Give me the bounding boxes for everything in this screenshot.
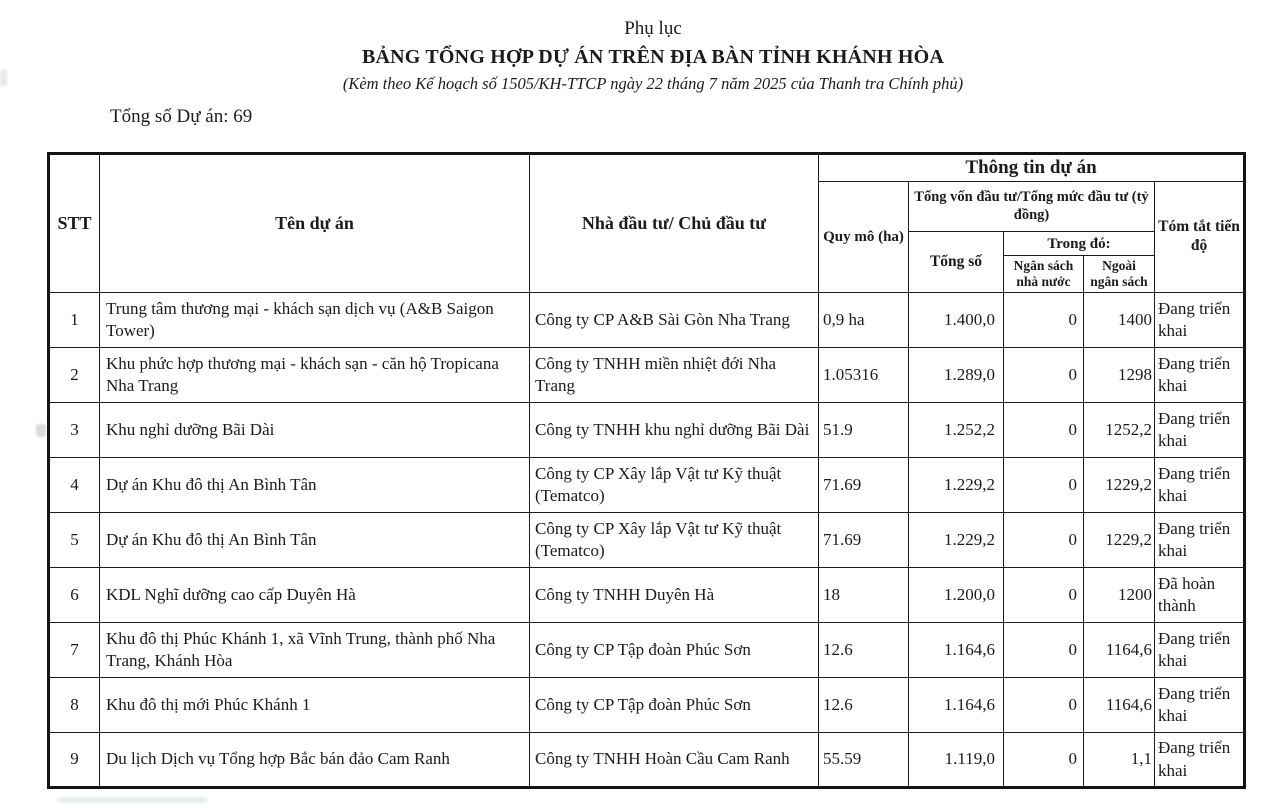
row-non-budget: 1200 [1084,568,1155,623]
row-total: 1.119,0 [909,733,1004,788]
table-row [49,568,1245,623]
row-total: 1.400,0 [909,293,1004,348]
row-investor: Công ty CP Tập đoàn Phúc Sơn [530,623,819,678]
row-non-budget: 1229,2 [1084,513,1155,568]
table-row [49,623,1245,678]
table-row [49,458,1245,513]
total-projects-label: Tổng số Dự án: 69 [110,106,253,127]
row-project-name: Dự án Khu đô thị An Bình Tân [100,513,530,568]
table-row [49,403,1245,458]
row-project-name: Trung tâm thương mại - khách sạn dịch vụ (A&B Saigon Tower) [100,293,530,348]
row-state-budget: 0 [1004,733,1084,788]
row-scale: 51.9 [819,403,909,458]
row-investor: Công ty CP Xây lắp Vật tư Kỹ thuật (Tematco) [530,458,819,513]
row-stt: 2 [49,348,100,403]
scan-artifact [36,424,46,437]
header-non-budget: Ngoài ngân sách [1084,256,1155,293]
document-header [0,0,1266,94]
row-investor: Công ty TNHH Hoàn Cầu Cam Ranh [530,733,819,788]
row-investor: Công ty TNHH khu nghỉ dưỡng Bãi Dài [530,403,819,458]
row-progress: Đang triển khai [1155,733,1245,788]
row-stt: 1 [49,293,100,348]
row-non-budget: 1164,6 [1084,623,1155,678]
header-project-info: Thông tin dự án [819,154,1245,182]
table-body [49,293,1245,788]
table-row [49,348,1245,403]
row-total: 1.289,0 [909,348,1004,403]
projects-table [47,152,1246,789]
row-project-name: Khu đô thị mới Phúc Khánh 1 [100,678,530,733]
row-total: 1.164,6 [909,678,1004,733]
row-total: 1.252,2 [909,403,1004,458]
row-state-budget: 0 [1004,458,1084,513]
row-non-budget: 1298 [1084,348,1155,403]
row-scale: 71.69 [819,513,909,568]
row-stt: 6 [49,568,100,623]
row-non-budget: 1252,2 [1084,403,1155,458]
header-capital-group: Tổng vốn đầu tư/Tổng mức đầu tư (tỷ đồng) [909,182,1155,232]
header-total: Tổng số [909,232,1004,293]
row-total: 1.200,0 [909,568,1004,623]
row-non-budget: 1229,2 [1084,458,1155,513]
row-stt: 7 [49,623,100,678]
row-stt: 3 [49,403,100,458]
row-project-name: Dự án Khu đô thị An Bình Tân [100,458,530,513]
header-investor: Nhà đầu tư/ Chủ đầu tư [530,154,819,293]
page-title: BẢNG TỔNG HỢP DỰ ÁN TRÊN ĐỊA BÀN TỈNH KHÁNH HÒA [361,46,945,68]
row-investor: Công ty TNHH miền nhiệt đới Nha Trang [530,348,819,403]
header-of-which: Trong đó: [1004,232,1155,256]
row-state-budget: 0 [1004,623,1084,678]
header-progress: Tóm tắt tiến độ [1155,182,1245,293]
header-scale: Quy mô (ha) [819,182,909,293]
header-state-budget: Ngân sách nhà nước [1004,256,1084,293]
row-state-budget: 0 [1004,568,1084,623]
row-non-budget: 1,1 [1084,733,1155,788]
table-row [49,733,1245,788]
row-state-budget: 0 [1004,513,1084,568]
row-state-budget: 0 [1004,678,1084,733]
table-row [49,513,1245,568]
row-progress: Đang triển khai [1155,458,1245,513]
row-scale: 0,9 ha [819,293,909,348]
row-project-name: Khu nghỉ dưỡng Bãi Dài [100,403,530,458]
row-progress: Đang triển khai [1155,403,1245,458]
row-scale: 18 [819,568,909,623]
row-scale: 55.59 [819,733,909,788]
row-project-name: Khu đô thị Phúc Khánh 1, xã Vĩnh Trung, thành phố Nha Trang, Khánh Hòa [100,623,530,678]
header-stt: STT [49,154,100,293]
row-state-budget: 0 [1004,293,1084,348]
header-project-name: Tên dự án [100,154,530,293]
row-progress: Đang triển khai [1155,623,1245,678]
row-state-budget: 0 [1004,403,1084,458]
row-total: 1.229,2 [909,458,1004,513]
row-progress: Đã hoàn thành [1155,568,1245,623]
row-investor: Công ty CP A&B Sài Gòn Nha Trang [530,293,819,348]
appendix-label: Phụ lục [624,18,682,39]
page-subtitle: (Kèm theo Kế hoạch số 1505/KH-TTCP ngày 22 tháng 7 năm 2025 của Thanh tra Chính phủ) [342,74,964,93]
row-progress: Đang triển khai [1155,293,1245,348]
row-scale: 12.6 [819,623,909,678]
row-investor: Công ty TNHH Duyên Hà [530,568,819,623]
row-stt: 5 [49,513,100,568]
row-stt: 9 [49,733,100,788]
table-header [49,154,1245,293]
scan-artifact [58,797,208,803]
row-project-name: KDL Nghĩ dưỡng cao cấp Duyên Hà [100,568,530,623]
row-stt: 4 [49,458,100,513]
row-scale: 12.6 [819,678,909,733]
row-progress: Đang triển khai [1155,348,1245,403]
row-non-budget: 1400 [1084,293,1155,348]
row-non-budget: 1164,6 [1084,678,1155,733]
row-state-budget: 0 [1004,348,1084,403]
row-progress: Đang triển khai [1155,513,1245,568]
row-investor: Công ty CP Tập đoàn Phúc Sơn [530,678,819,733]
row-scale: 1.05316 [819,348,909,403]
row-total: 1.164,6 [909,623,1004,678]
row-total: 1.229,2 [909,513,1004,568]
table-row [49,678,1245,733]
row-project-name: Du lịch Dịch vụ Tổng hợp Bắc bán đảo Cam Ranh [100,733,530,788]
row-project-name: Khu phức hợp thương mại - khách sạn - căn hộ Tropicana Nha Trang [100,348,530,403]
row-progress: Đang triển khai [1155,678,1245,733]
row-stt: 8 [49,678,100,733]
row-scale: 71.69 [819,458,909,513]
table-row [49,293,1245,348]
row-investor: Công ty CP Xây lắp Vật tư Kỹ thuật (Tematco) [530,513,819,568]
